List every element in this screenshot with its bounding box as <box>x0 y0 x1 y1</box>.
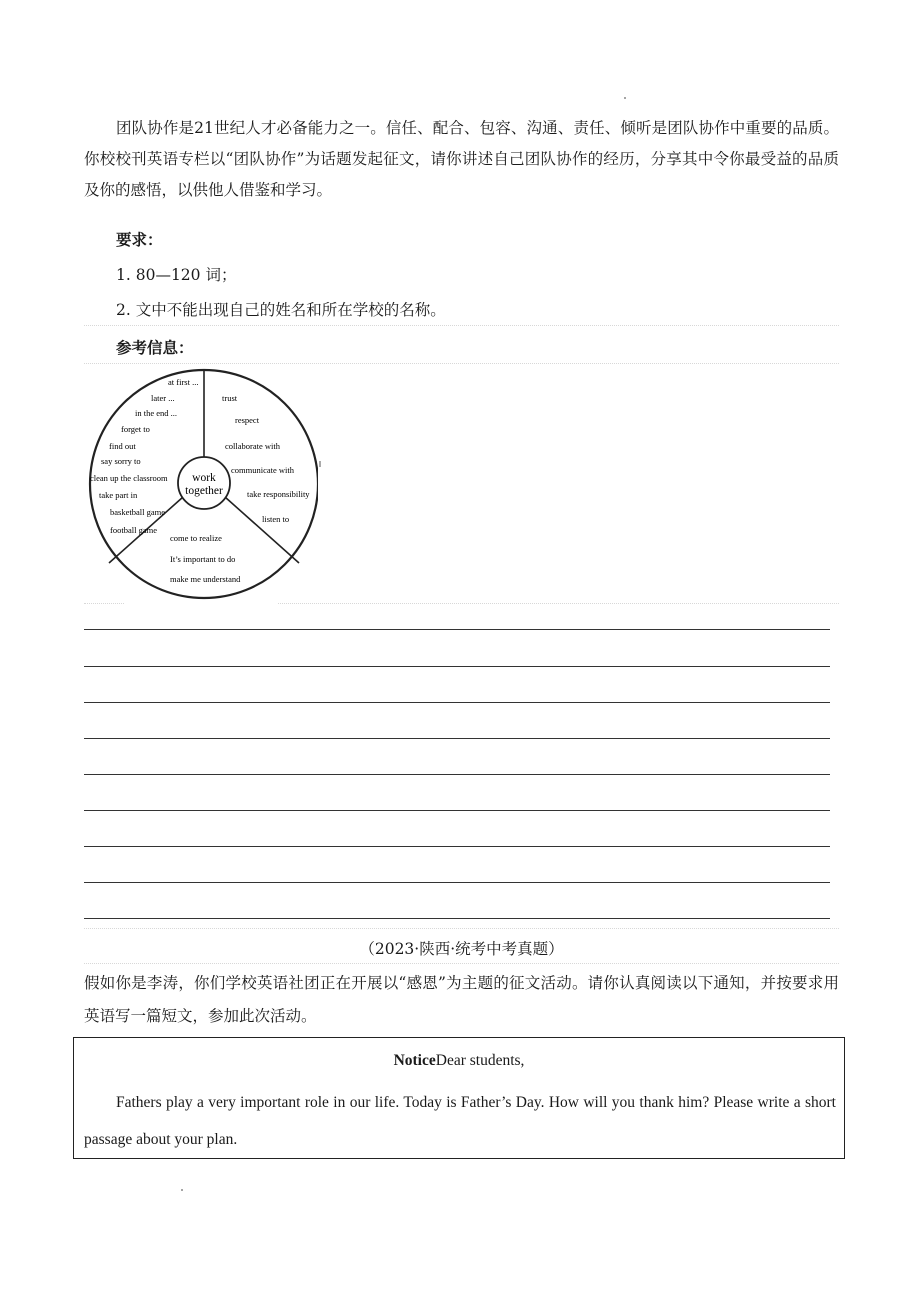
scan-speck <box>624 97 626 99</box>
writing-line <box>84 846 830 847</box>
right-phrase: listen to <box>262 514 290 524</box>
writing-line <box>84 738 830 739</box>
bottom-phrase: It’s important to do <box>170 554 236 564</box>
right-phrase: take responsibility <box>247 489 310 499</box>
notice-heading <box>74 1052 844 1070</box>
writing-line <box>84 702 830 703</box>
left-phrase: take part in <box>99 490 138 500</box>
right-phrase: collaborate with <box>225 441 280 451</box>
left-phrase: later ... <box>151 393 175 403</box>
right-phrase: respect <box>235 415 260 425</box>
task2-prompt: 假如你是李涛，你们学校英语社团正在开展以“感恩”为主题的征文活动。请你认真阅读以下通知，并按要求用英语写一篇短文，参加此次活动。 <box>84 974 839 1025</box>
writing-line <box>84 918 830 919</box>
right-phrase: communicate with <box>231 465 295 475</box>
writing-line <box>84 810 830 811</box>
dotted-separator <box>278 603 839 604</box>
center-word-1: work <box>192 472 216 484</box>
dotted-separator <box>84 603 124 604</box>
reference-label: 参考信息： <box>116 338 194 357</box>
writing-line <box>84 666 830 667</box>
task2-source: （2023·陕西·统考中考真题） <box>359 940 564 958</box>
notice-box <box>73 1037 845 1159</box>
notice-title: Notice <box>393 1052 436 1069</box>
left-phrase: forget to <box>121 424 150 434</box>
left-phrase: find out <box>109 441 136 451</box>
task1-prompt: 团队协作是21世纪人才必备能力之一。信任、配合、包容、沟通、责任、倾听是团队协作中重要的品质。你校校刊英语专栏以“团队协作”为话题发起征文，请你讲述自己团队协作的经历，分享其中令你最受益的品质及你的感悟，以供他人借鉴和学习。 <box>84 119 839 199</box>
requirement-1: 1. 80—120 词； <box>116 266 237 284</box>
wheel-divider-right <box>225 497 299 563</box>
dotted-separator <box>84 325 839 326</box>
requirements-label: 要求： <box>116 230 163 249</box>
notice-salutation: Dear students, <box>435 1052 525 1069</box>
requirement-2: 2. 文中不能出现自己的姓名和所在学校的名称。 <box>116 301 446 319</box>
dotted-separator <box>84 928 839 929</box>
notice-body: Fathers play a very important role in our life. Today is Father’s Day. How will you thank him? Please write a short passage about your plan. <box>84 1094 836 1148</box>
center-word-2: together <box>185 485 223 497</box>
writing-line <box>84 629 830 630</box>
bottom-phrase: come to realize <box>170 533 222 543</box>
dotted-separator <box>84 963 839 964</box>
left-phrase: basketball game <box>110 507 165 517</box>
bottom-phrase: make me understand <box>170 574 241 584</box>
left-phrase: football game <box>110 525 157 535</box>
dotted-separator <box>84 363 839 364</box>
left-phrase: say sorry to <box>101 456 141 466</box>
scan-speck <box>181 1189 183 1191</box>
writing-line <box>84 774 830 775</box>
writing-line <box>84 882 830 883</box>
left-phrase: in the end ... <box>135 408 178 418</box>
left-phrase: at first ... <box>168 377 199 387</box>
left-phrase: clean up the classroom <box>90 473 168 483</box>
mind-map-wheel <box>84 366 324 602</box>
right-phrase: trust <box>222 393 238 403</box>
